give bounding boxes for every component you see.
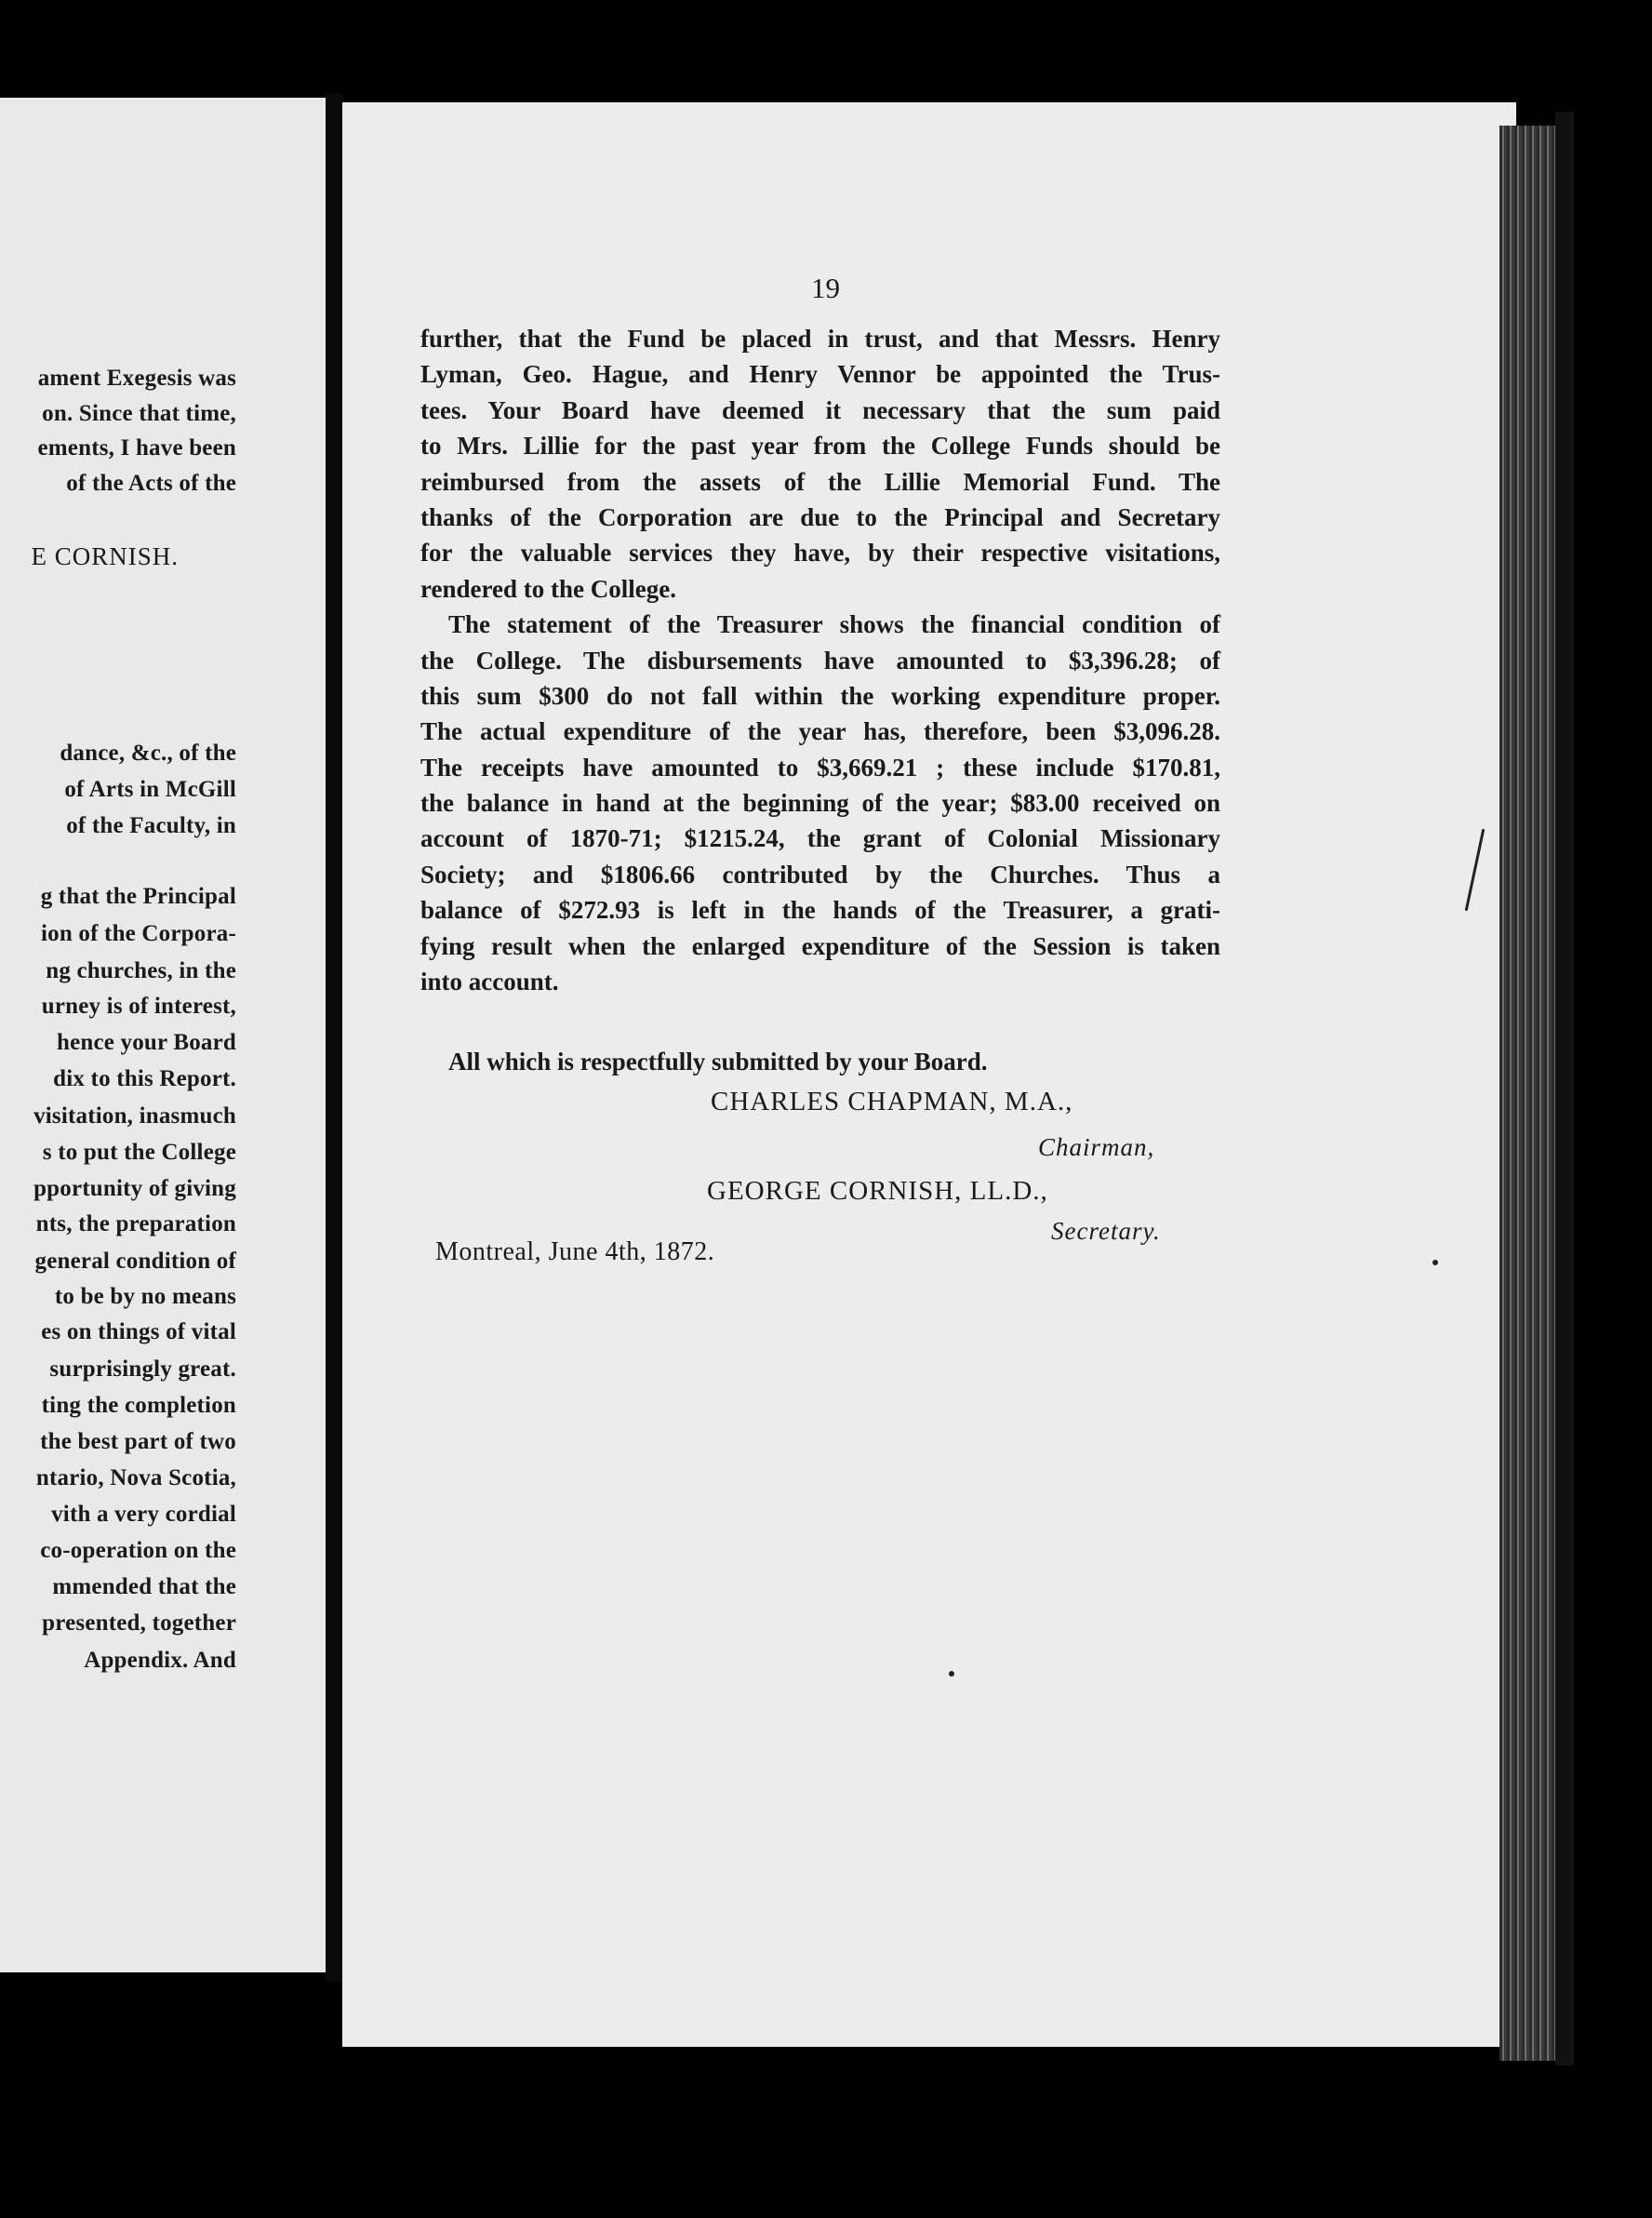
left-page-signature: E CORNISH.: [31, 542, 179, 570]
left-page-line: ements, I have been: [37, 435, 236, 461]
left-page-line: Appendix. And: [84, 1648, 236, 1673]
text-line: tees. Your Board have deemed it necessary that the sum paid: [420, 395, 1220, 424]
left-page-line: s to put the College: [42, 1140, 236, 1165]
left-page-line: the best part of two: [40, 1429, 236, 1454]
text-line: to Mrs. Lillie for the past year from the College Funds should be: [420, 432, 1220, 461]
text-line: The statement of the Treasurer shows the financial condition of: [448, 610, 1220, 639]
left-page-line: nts, the preparation: [35, 1211, 236, 1236]
left-page-line: general condition of: [34, 1249, 236, 1274]
text-line: The receipts have amounted to $3,669.21 ; these include $170.81,: [420, 753, 1220, 782]
book-gutter: [326, 93, 342, 1982]
left-page-line: of the Acts of the: [66, 471, 236, 496]
text-line: reimbursed from the assets of the Lillie Memorial Fund. The: [420, 467, 1220, 496]
text-line: into account.: [420, 968, 559, 996]
left-page-line: dance, &c., of the: [60, 741, 236, 766]
left-page-line: of Arts in McGill: [64, 777, 236, 802]
left-page-line: ng churches, in the: [46, 958, 236, 983]
text-line: the balance in hand at the beginning of the year; $83.00 received on: [420, 789, 1220, 818]
text-line: fying result when the enlarged expenditure of the Session is taken: [420, 931, 1220, 960]
page-edges: [1499, 126, 1557, 2061]
left-page-line: es on things of vital: [41, 1319, 236, 1344]
page-number: 19: [811, 272, 840, 304]
left-page-line: surprisingly great.: [49, 1356, 236, 1382]
left-page-line: of the Faculty, in: [66, 813, 236, 838]
ink-speck: [1432, 1260, 1438, 1265]
left-page-line: ting the completion: [41, 1393, 236, 1418]
text-line: thanks of the Corporation are due to the Principal and Secretary: [420, 502, 1220, 531]
left-page-line: urney is of interest,: [41, 994, 236, 1019]
left-page: [0, 98, 326, 1972]
text-line: Lyman, Geo. Hague, and Henry Vennor be appointed the Trus-: [420, 360, 1220, 389]
secretary-signature: GEORGE CORNISH, LL.D.,: [707, 1176, 1048, 1206]
left-page-line: ion of the Corpora-: [40, 921, 236, 946]
left-page-line: g that the Principal: [40, 884, 236, 909]
left-page-line: ament Exegesis was: [37, 366, 236, 391]
text-line: for the valuable services they have, by their respective visitations,: [420, 539, 1220, 568]
book-cover-edge: [1555, 112, 1574, 2065]
paragraph-treasurer: [420, 607, 1220, 999]
chairman-title: Chairman,: [1038, 1133, 1155, 1161]
left-page-line: visitation, inasmuch: [33, 1103, 236, 1129]
secretary-title: Secretary.: [1051, 1217, 1161, 1245]
text-line: account of 1870-71; $1215.24, the grant of Colonial Missionary: [420, 824, 1220, 853]
left-page-line: pportunity of giving: [33, 1176, 236, 1201]
left-page-line: co-operation on the: [40, 1538, 236, 1563]
text-line: this sum $300 do not fall within the working expenditure proper.: [420, 681, 1220, 710]
left-page-line: on. Since that time,: [42, 401, 236, 426]
left-page-line: mmended that the: [52, 1574, 236, 1599]
closing-statement: All which is respectfully submitted by your Board.: [448, 1048, 988, 1076]
left-page-line: dix to this Report.: [53, 1066, 236, 1091]
dateline: Montreal, June 4th, 1872.: [435, 1237, 715, 1266]
text-line: Society; and $1806.66 contributed by the Churches. Thus a: [420, 860, 1220, 889]
text-line: further, that the Fund be placed in trust, and that Messrs. Henry: [420, 325, 1220, 353]
ink-speck: [949, 1671, 954, 1677]
left-page-line: vith a very cordial: [51, 1502, 236, 1527]
left-page-line: to be by no means: [54, 1284, 236, 1309]
left-page-line: hence your Board: [56, 1030, 236, 1055]
chairman-signature: CHARLES CHAPMAN, M.A.,: [711, 1087, 1073, 1116]
report-body: [420, 321, 1220, 999]
text-line: the College. The disbursements have amounted to $3,396.28; of: [420, 646, 1220, 675]
left-page-line: presented, together: [42, 1610, 236, 1636]
text-line: rendered to the College.: [420, 574, 676, 603]
paragraph-fund: [420, 321, 1220, 607]
text-line: The actual expenditure of the year has, therefore, been $3,096.28.: [420, 717, 1220, 746]
left-page-line: ntario, Nova Scotia,: [35, 1465, 236, 1490]
text-line: balance of $272.93 is left in the hands of the Treasurer, a grati-: [420, 896, 1220, 925]
